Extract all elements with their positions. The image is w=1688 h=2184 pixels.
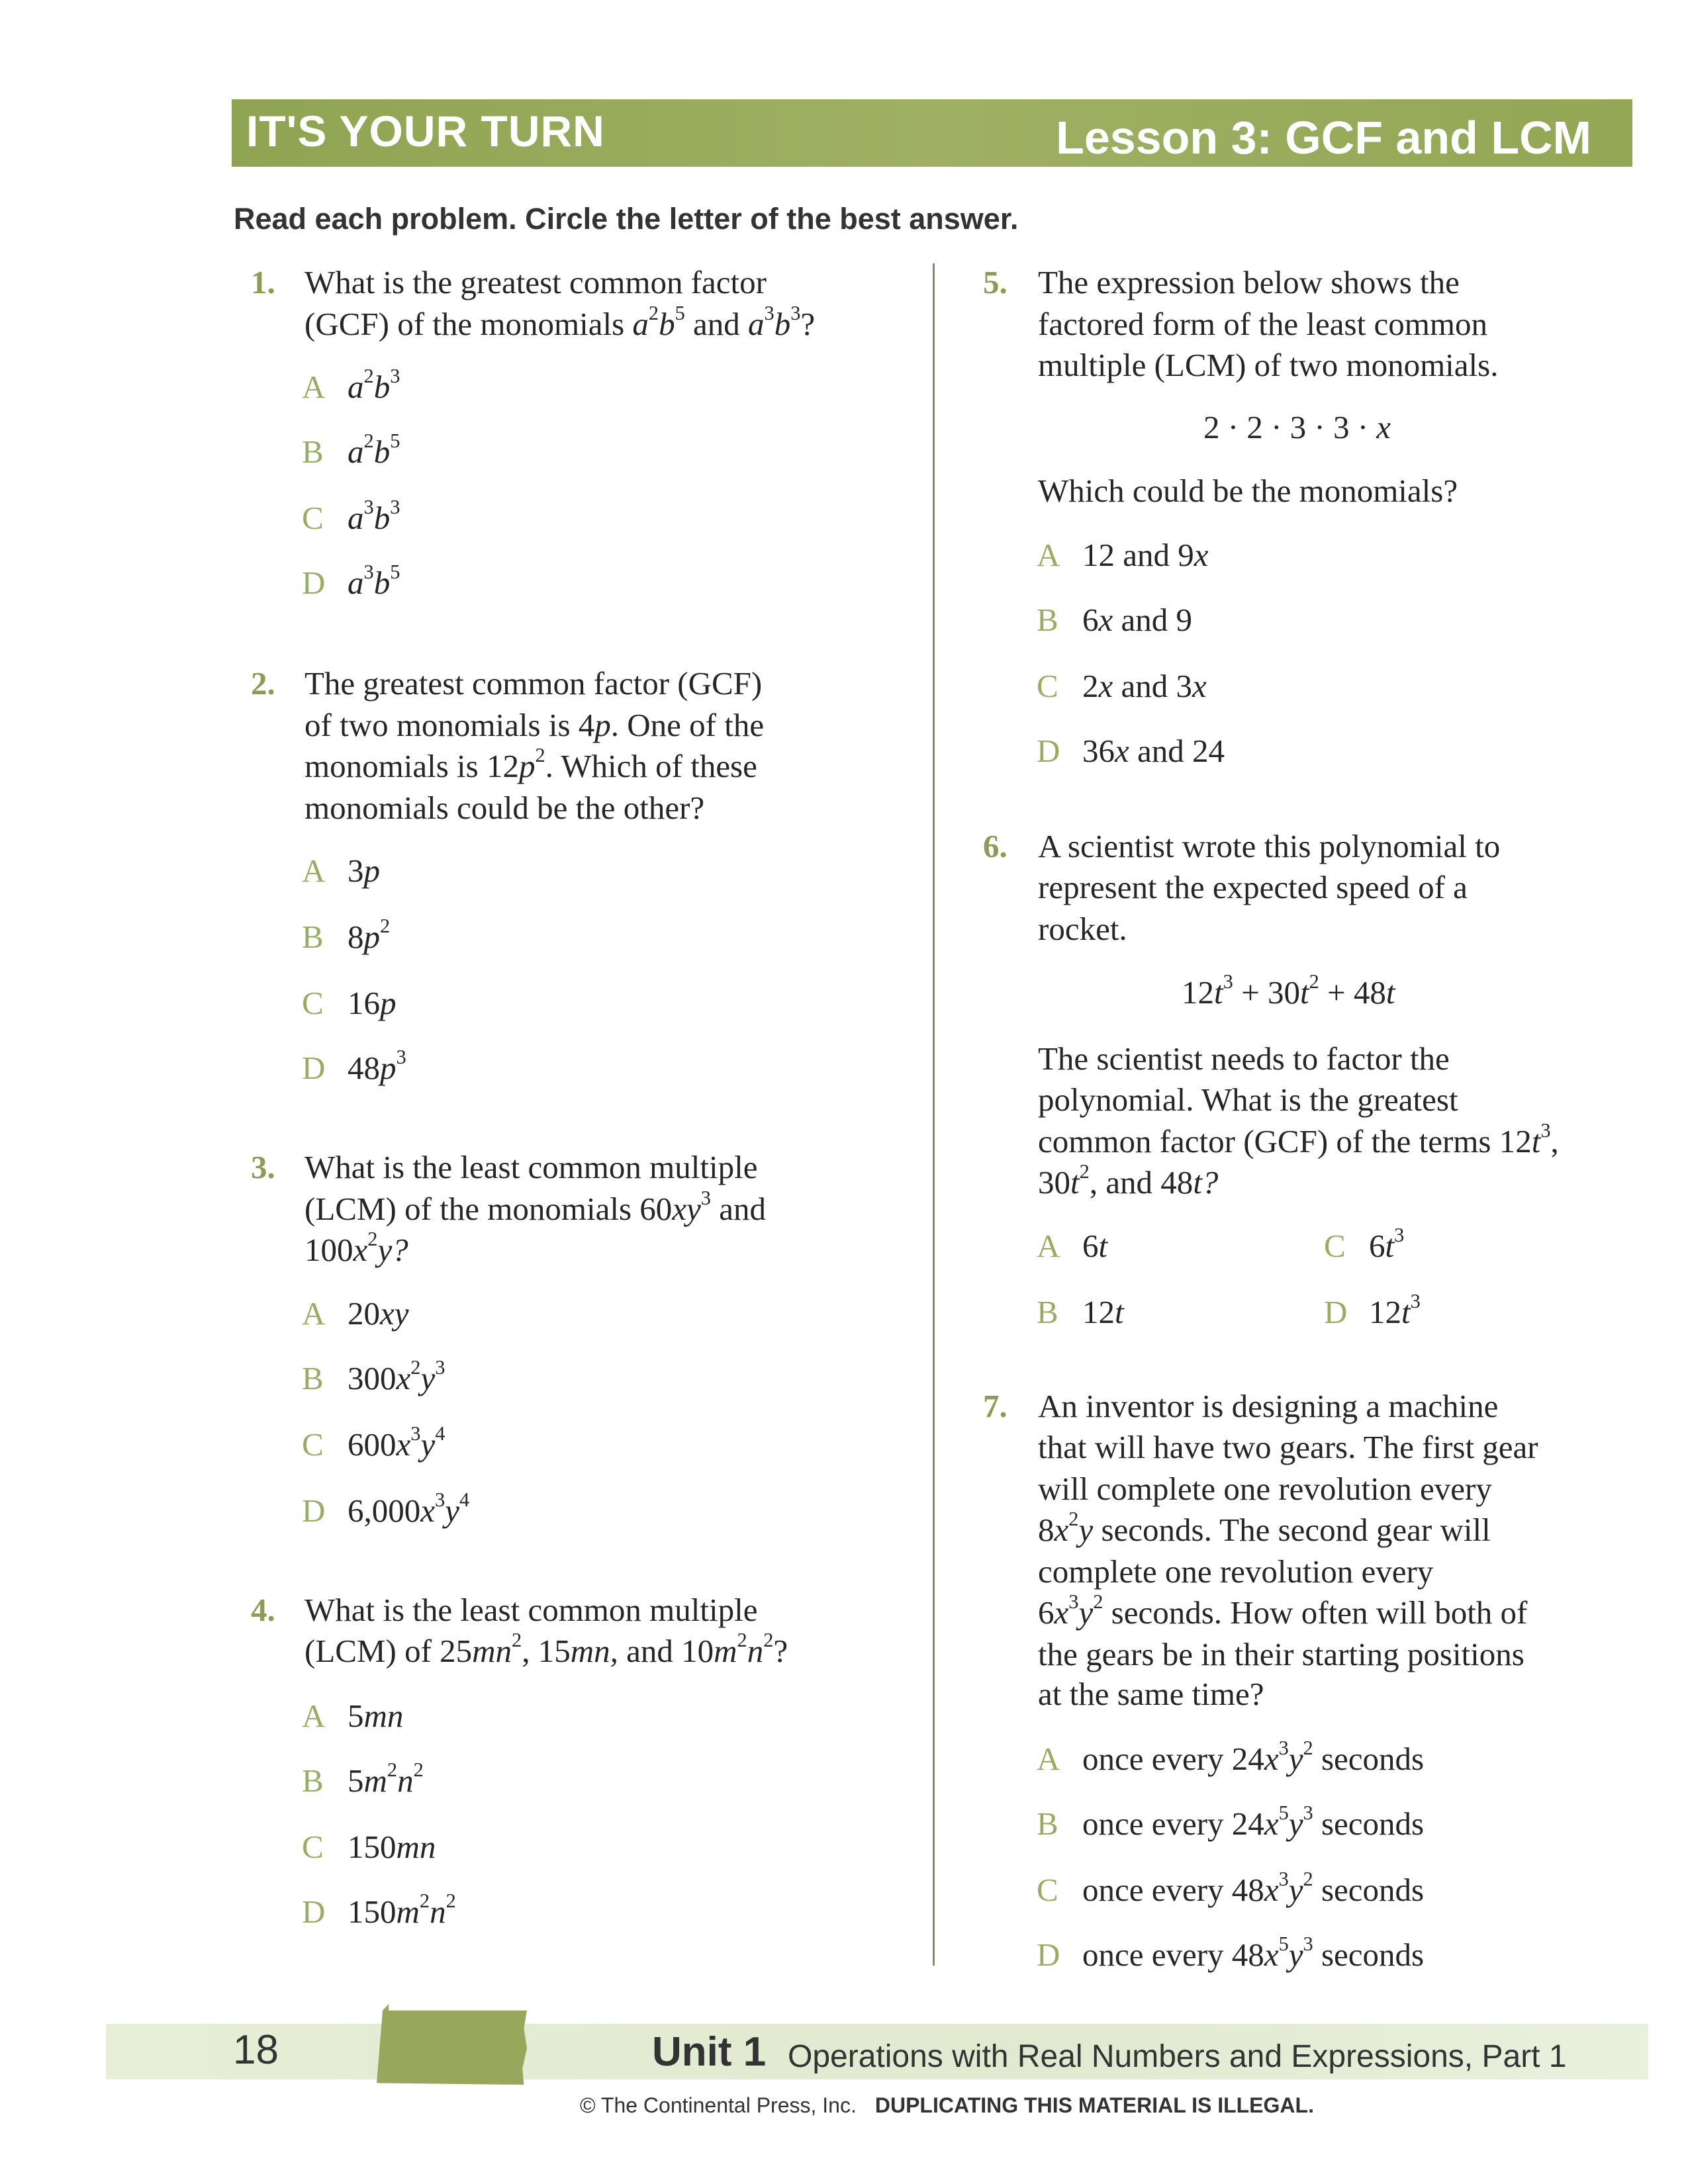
answer-option-letter-c[interactable]: C [302, 985, 324, 1021]
answer-option-letter-b[interactable]: B [1037, 1294, 1058, 1330]
answer-option-text: 36x and 24 [1082, 733, 1225, 769]
question-text-line: (LCM) of the monomials $60xy^3$ and [305, 1187, 766, 1227]
question-text-line: The expression below shows the [1038, 264, 1460, 300]
answer-option-text: $150m^2n^2$ [348, 1889, 456, 1930]
lesson-header-bar [232, 99, 1632, 167]
question-number: 4. [251, 1592, 275, 1628]
unit-label: Unit 1 [652, 2029, 767, 2075]
answer-option-letter-d[interactable]: D [302, 1050, 326, 1086]
answer-option-letter-b[interactable]: B [302, 1762, 324, 1799]
answer-option-text: $a^2b^3$ [348, 365, 400, 405]
answer-option-text: $a^3b^3$ [348, 496, 400, 536]
answer-option-letter-d[interactable]: D [1037, 1936, 1060, 1973]
answer-option-letter-a[interactable]: A [1037, 1741, 1060, 1777]
question-number: 5. [983, 264, 1008, 300]
question-number: 1. [251, 264, 275, 300]
math-expression: 2 · 2 · 3 · 3 · x [1203, 409, 1391, 445]
answer-option-text: 12 and 9x [1082, 537, 1209, 573]
question-number: 2. [251, 665, 275, 702]
copyright-line [580, 2093, 1314, 2118]
question-text-line: common factor (GCF) of the terms $12t^3$, [1038, 1119, 1559, 1160]
header-left-title: IT'S YOUR TURN [246, 107, 605, 156]
question-text-line: that will have two gears. The first gear [1038, 1429, 1538, 1465]
answer-option-text: 12t [1082, 1294, 1124, 1330]
instructions: Read each problem. Circle the letter of the best answer. [234, 202, 1019, 236]
question-text-line: $6x^3y^2$ seconds. How often will both of [1038, 1590, 1528, 1631]
answer-option-text: $48p^3$ [348, 1046, 406, 1086]
question-text-line: An inventor is designing a machine [1038, 1388, 1499, 1424]
answer-option-letter-b[interactable]: B [1037, 602, 1058, 638]
answer-option-text: 6t [1082, 1228, 1108, 1264]
answer-option-letter-c[interactable]: C [1037, 668, 1058, 704]
question-text-line: multiple (LCM) of two monomials. [1038, 347, 1499, 383]
page-number: 18 [233, 2027, 279, 2073]
answer-option-letter-a[interactable]: A [302, 852, 326, 889]
question-text-line: monomials could be the other? [305, 790, 705, 826]
math-expression: $12t^3 + 30t^2 + 48t$ [1182, 970, 1395, 1011]
answer-option-text: once every $24x^5y^3$ seconds [1082, 1801, 1425, 1842]
question-text-line: (LCM) of $25mn^2$, 15mn, and $10m^2n^2$? [305, 1629, 788, 1669]
copyright: © The Continental Press, Inc. [580, 2093, 857, 2117]
answer-option-letter-a[interactable]: A [302, 369, 326, 405]
answer-option-text: once every $24x^3y^2$ seconds [1082, 1737, 1425, 1777]
answer-option-text: 2x and 3x [1082, 668, 1207, 704]
question-text-line: at the same time? [1038, 1676, 1264, 1712]
question-text-line: (GCF) of the monomials $a^2b^5$ and $a^3b^3$? [305, 302, 816, 342]
answer-option-text: $6,000x^3y^4$ [348, 1488, 470, 1529]
question-text-line: the gears be in their starting positions [1038, 1636, 1524, 1672]
column-divider [933, 263, 935, 1966]
answer-option-letter-d[interactable]: D [302, 565, 326, 601]
answer-option-text: 20xy [348, 1295, 409, 1332]
question-text-line: factored form of the least common [1038, 306, 1487, 342]
answer-option-letter-a[interactable]: A [1037, 537, 1060, 573]
answer-option-text: $12t^3$ [1369, 1290, 1421, 1330]
answer-option-text: once every $48x^3y^2$ seconds [1082, 1868, 1425, 1908]
answer-option-text: 6x and 9 [1082, 602, 1192, 638]
question-text-line: $30t^2$, and 48t? [1038, 1160, 1219, 1201]
answer-option-letter-d[interactable]: D [302, 1492, 326, 1529]
question-text-line: represent the expected speed of a [1038, 869, 1468, 905]
answer-option-letter-c[interactable]: C [1037, 1872, 1058, 1908]
answer-option-letter-b[interactable]: B [302, 919, 324, 955]
question-text-line: monomials is $12p^2$. Which of these [305, 744, 757, 784]
answer-option-text: 16p [348, 985, 397, 1021]
answer-option-letter-b[interactable]: B [1037, 1805, 1058, 1842]
question-text-line: Which could be the monomials? [1038, 473, 1458, 509]
question-text-line: The greatest common factor (GCF) [305, 665, 763, 702]
answer-option-text: $a^2b^5$ [348, 430, 400, 470]
answer-option-letter-b[interactable]: B [302, 1360, 324, 1396]
question-text-line: What is the least common multiple [305, 1149, 758, 1185]
answer-option-letter-d[interactable]: D [1037, 733, 1060, 769]
answer-option-text: $300x^2y^3$ [348, 1356, 445, 1396]
answer-option-text: $6t^3$ [1369, 1224, 1405, 1264]
answer-option-letter-a[interactable]: A [302, 1295, 326, 1332]
question-number: 6. [983, 828, 1008, 864]
answer-option-text: 5mn [348, 1698, 404, 1734]
question-text-line: of two monomials is 4p. One of the [305, 707, 765, 743]
answer-option-text: $600x^3y^4$ [348, 1422, 445, 1463]
unit-title: Operations with Real Numbers and Expressions, Part 1 [788, 2039, 1567, 2074]
state-shape-icon [377, 2004, 527, 2085]
question-text-line: rocket. [1038, 911, 1127, 947]
question-text-line: What is the least common multiple [305, 1592, 758, 1628]
question-number: 7. [983, 1388, 1008, 1424]
answer-option-text: $a^3b^5$ [348, 561, 400, 601]
answer-option-letter-c[interactable]: C [302, 500, 324, 536]
question-text-line: $100x^2y$? [305, 1228, 408, 1268]
question-text-line: complete one revolution every [1038, 1553, 1434, 1590]
answer-option-text: $8p^2$ [348, 915, 391, 955]
answer-option-text: $5m^2n^2$ [348, 1758, 424, 1799]
answer-option-letter-a[interactable]: A [302, 1698, 326, 1734]
answer-option-text: 3p [348, 852, 380, 889]
answer-option-letter-d[interactable]: D [302, 1893, 326, 1930]
question-text-line: What is the greatest common factor [305, 264, 767, 300]
answer-option-letter-b[interactable]: B [302, 433, 324, 470]
answer-option-letter-a[interactable]: A [1037, 1228, 1060, 1264]
question-text-line: $8x^2y$ seconds. The second gear will [1038, 1508, 1491, 1548]
lesson-title: Lesson 3: GCF and LCM [1056, 112, 1591, 163]
question-text-line: The scientist needs to factor the [1038, 1040, 1450, 1077]
answer-option-letter-d[interactable]: D [1324, 1294, 1348, 1330]
answer-option-text: 150mn [348, 1829, 436, 1865]
question-number: 3. [251, 1149, 275, 1185]
copyright-notice: DUPLICATING THIS MATERIAL IS ILLEGAL. [874, 2093, 1314, 2117]
answer-option-letter-c[interactable]: C [1324, 1228, 1346, 1264]
answer-option-letter-c[interactable]: C [302, 1426, 324, 1463]
answer-option-letter-c[interactable]: C [302, 1829, 324, 1865]
question-text-line: will complete one revolution every [1038, 1471, 1492, 1507]
question-text-line: A scientist wrote this polynomial to [1038, 828, 1501, 864]
answer-option-text: once every $48x^5y^3$ seconds [1082, 1933, 1425, 1973]
question-text-line: polynomial. What is the greatest [1038, 1081, 1458, 1118]
